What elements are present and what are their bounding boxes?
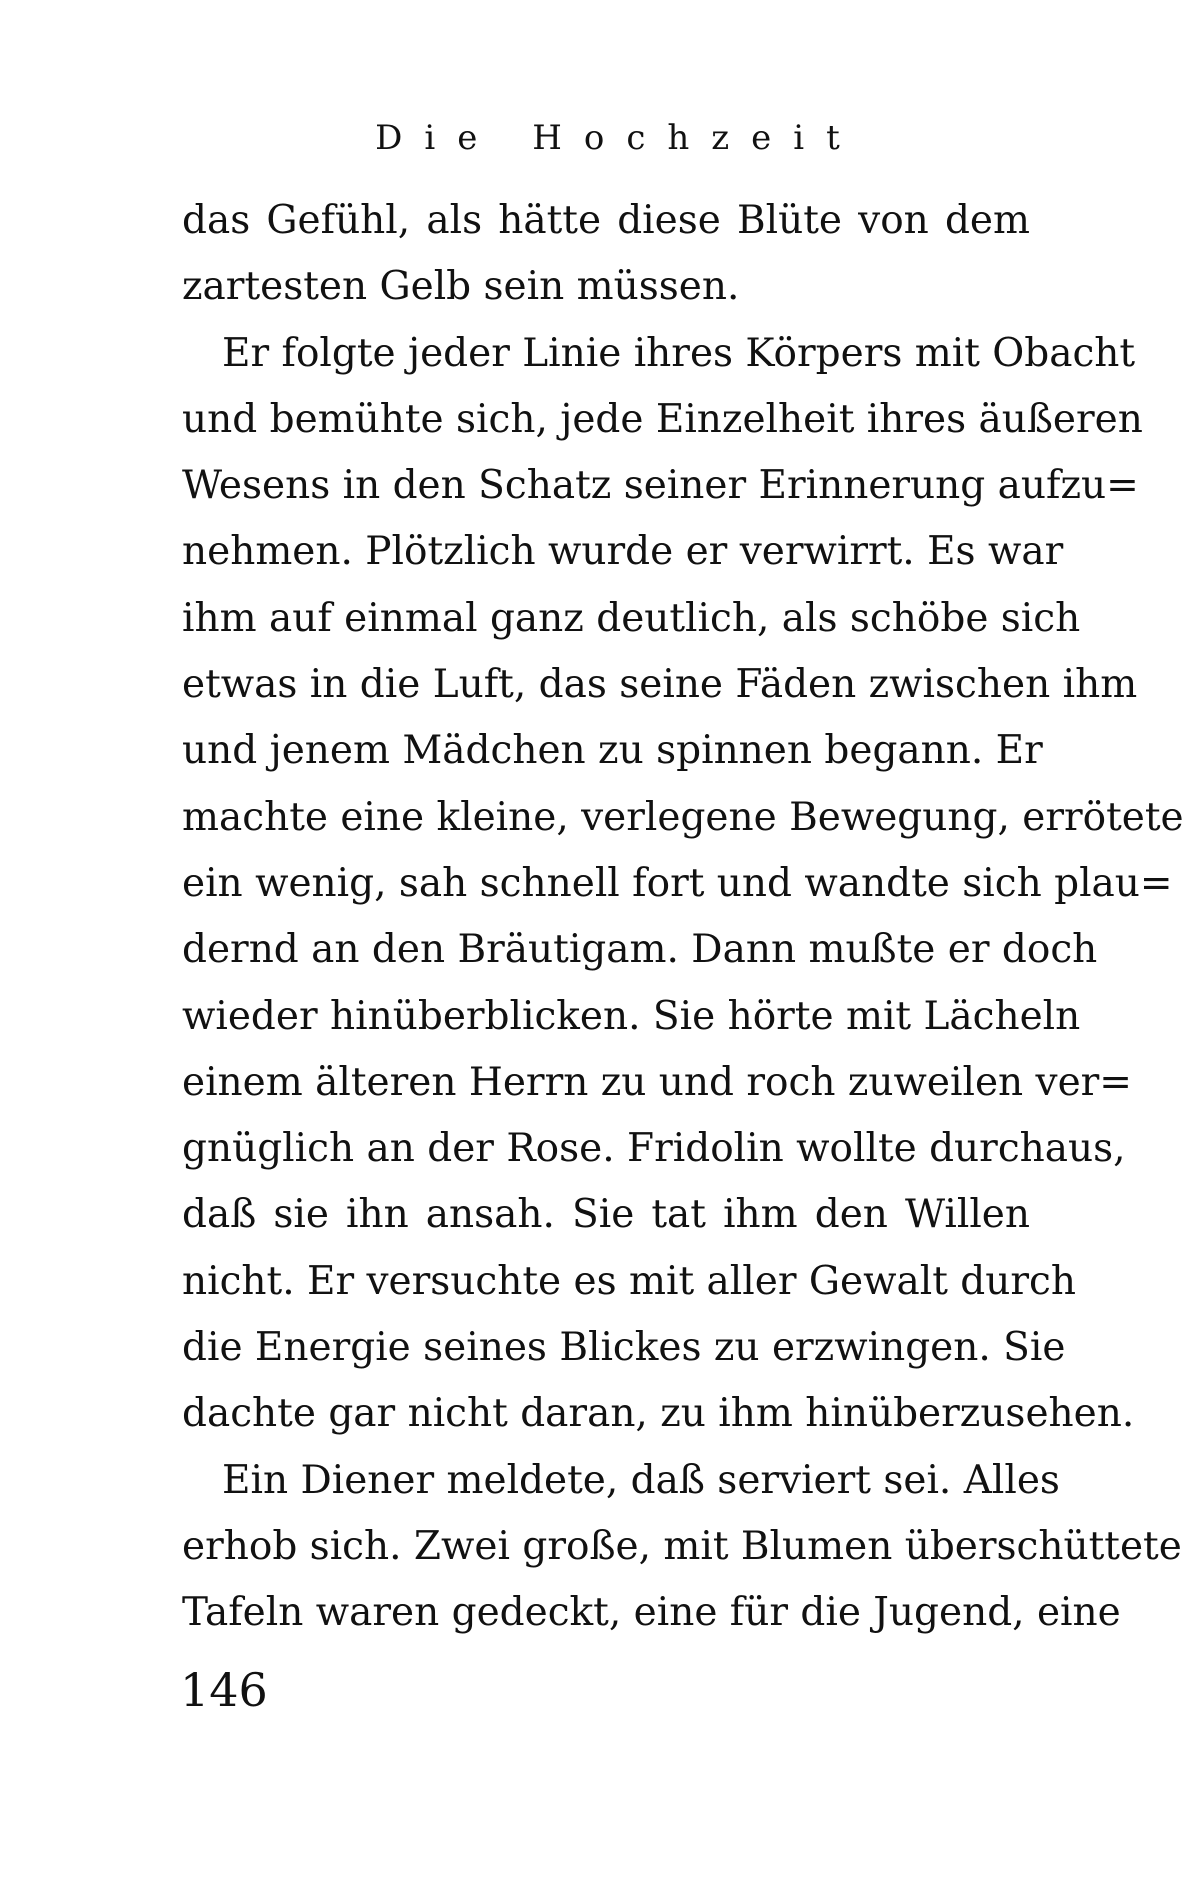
text-line: daß sie ihn ansah. Sie tat ihm den Willen	[182, 1192, 1030, 1238]
text-line: zartesten Gelb sein müssen.	[182, 264, 740, 310]
page-number: 146	[180, 1663, 268, 1717]
body-text	[182, 188, 1184, 1647]
text-line: nehmen. Plötzlich wurde er verwirrt. Es war	[182, 529, 1064, 575]
text-line: ihm auf einmal ganz deutlich, als schöbe sich	[182, 595, 1081, 641]
text-line: dernd an den Bräutigam. Dann mußte er doch	[182, 927, 1098, 973]
text-line: etwas in die Luft, das seine Fäden zwischen ihm	[182, 662, 1138, 708]
text-line: gnüglich an der Rose. Fridolin wollte durchaus,	[182, 1126, 1126, 1172]
text-line: Wesens in den Schatz seiner Erinnerung aufzu=	[182, 463, 1139, 509]
text-line: einem älteren Herrn zu und roch zuweilen ver=	[182, 1059, 1132, 1105]
text-line: und jenem Mädchen zu spinnen begann. Er	[182, 728, 1043, 774]
text-line: machte eine kleine, verlegene Bewegung, errötete	[182, 794, 1184, 840]
text-line: Ein Diener meldete, daß serviert sei. Alles	[222, 1457, 1060, 1503]
text-line: erhob sich. Zwei große, mit Blumen überschüttete	[182, 1523, 1182, 1569]
text-line: das Gefühl, als hätte diese Blüte von dem	[182, 198, 1030, 243]
text-line: Er folgte jeder Linie ihres Körpers mit Obacht	[222, 330, 1136, 376]
text-line: nicht. Er versuchte es mit aller Gewalt durch	[182, 1258, 1076, 1304]
text-line: dachte gar nicht daran, zu ihm hinüberzusehen.	[182, 1391, 1135, 1437]
text-line: die Energie seines Blickes zu erzwingen. Sie	[182, 1325, 1066, 1371]
text-line: wieder hinüberblicken. Sie hörte mit Lächeln	[182, 993, 1081, 1039]
text-line: Tafeln waren gedeckt, eine für die Jugend, eine	[182, 1590, 1121, 1636]
running-head: Die Hochzeit	[375, 118, 862, 158]
text-line: und bemühte sich, jede Einzelheit ihres äußeren	[182, 396, 1143, 442]
text-line: ein wenig, sah schnell fort und wandte sich plau=	[182, 860, 1173, 906]
